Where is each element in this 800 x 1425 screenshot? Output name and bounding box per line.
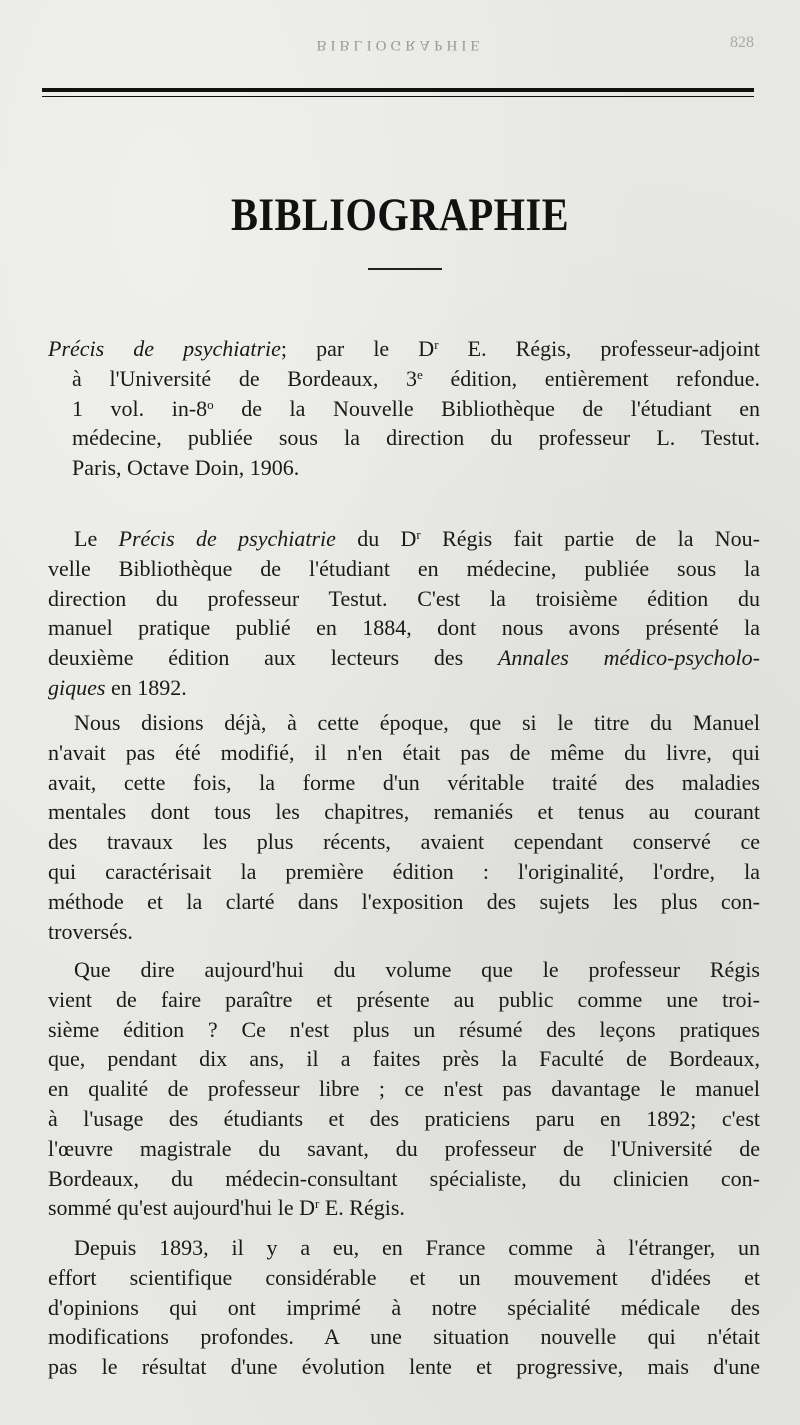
paragraph-line: l'œuvre magistrale du savant, du professeur de l'Université de (48, 1135, 760, 1161)
paragraph-line: giques en 1892. (48, 674, 187, 700)
paragraph-line: effort scientifique considérable et un mouvement d'idées et (48, 1264, 760, 1290)
reference-line-2: à l'Université de Bordeaux, 3e édition, entièrement refondue. (72, 365, 760, 391)
paragraph-line: qui caractérisait la première édition : l'originalité, l'ordre, la (48, 858, 760, 884)
paragraph-line: Que dire aujourd'hui du volume que le professeur Régis (74, 957, 760, 982)
paragraph-line: Nous disions déjà, à cette époque, que si le titre du Manuel (74, 710, 760, 735)
paragraph-line: vient de faire paraître et présente au public comme une troi- (48, 986, 760, 1012)
section-title: BIBLIOGRAPHIE (230, 189, 570, 241)
paragraph-line: direction du professeur Testut. C'est la troisième édition du (48, 585, 760, 611)
paragraph-line: mentales dont tous les chapitres, remaniés et tenus au courant (48, 799, 760, 825)
paragraph-line: troversés. (48, 918, 133, 944)
paragraph-line: sommé qu'est aujourd'hui le $D^r$ E. Régis. (48, 1195, 405, 1221)
bibliographic-reference (48, 334, 760, 483)
paragraph-line: deuxième édition aux lecteurs des Annales médico-psycholo- (48, 645, 760, 671)
paragraph-line: velle Bibliothèque de l'étudiant en médecine, publiée sous la (48, 555, 760, 581)
paragraph-line: sième édition ? Ce n'est plus un résumé des leçons pratiques (48, 1016, 760, 1042)
paragraph-line: en qualité de professeur libre ; ce n'est pas davantage le manuel (48, 1076, 760, 1102)
paragraph-line: que, pendant dix ans, il a faites près la Faculté de Bordeaux, (48, 1046, 760, 1072)
reference-line-3: 1 vol. in-8$^o$ de la Nouvelle Bibliothèque de l'étudiant en (72, 395, 760, 421)
paragraph-line: Depuis 1893, il y a eu, en France comme à l'étranger, un (74, 1235, 760, 1260)
paragraph-line: Le Précis de psychiatrie du $D^r$ Régis fait partie de la Nou- (74, 526, 760, 551)
paragraph-1 (48, 524, 760, 703)
paragraph-line: modifications profondes. A une situation nouvelle qui n'était (48, 1324, 760, 1350)
paragraph-line: méthode et la clarté dans l'exposition des sujets les plus con- (48, 888, 760, 914)
paragraph-line: avait, cette fois, la forme d'un véritable traité des maladies (48, 769, 760, 795)
running-head: BIBLIOGRAPHIE (316, 37, 484, 53)
paragraph-line: d'opinions qui ont imprimé à notre spécialité médicale des (48, 1294, 760, 1320)
book-title: Précis de psychiatrie (48, 336, 281, 361)
paragraph-line: n'avait pas été modifié, il n'en était pas de même du livre, qui (48, 739, 760, 765)
paragraph-2 (48, 708, 760, 946)
page-number: 828 (730, 34, 754, 51)
reference-line-1: Précis de psychiatrie; par le $D^r$ E. Régis, professeur-adjoint (48, 336, 760, 361)
paragraph-line: manuel pratique publié en 1884, dont nous avons présenté la (48, 615, 760, 641)
reference-line-5: Paris, Octave Doin, 1906. (72, 455, 300, 481)
paragraph-line: à l'usage des étudiants et des praticiens paru en 1892; c'est (48, 1105, 760, 1131)
paragraph-line: des travaux les plus récents, avaient cependant conservé ce (48, 829, 760, 855)
paragraph-line: pas le résultat d'une évolution lente et progressive, mais d'une (48, 1354, 760, 1380)
paragraph-3 (48, 955, 760, 1223)
reference-line-4: médecine, publiée sous la direction du professeur L. Testut. (72, 425, 760, 451)
paragraph-4 (48, 1233, 760, 1382)
header-rule-thick (42, 88, 754, 92)
title-underline (368, 268, 442, 270)
paragraph-line: Bordeaux, du médecin-consultant spécialiste, du clinicien con- (48, 1165, 760, 1191)
header-rule-thin (42, 96, 754, 97)
